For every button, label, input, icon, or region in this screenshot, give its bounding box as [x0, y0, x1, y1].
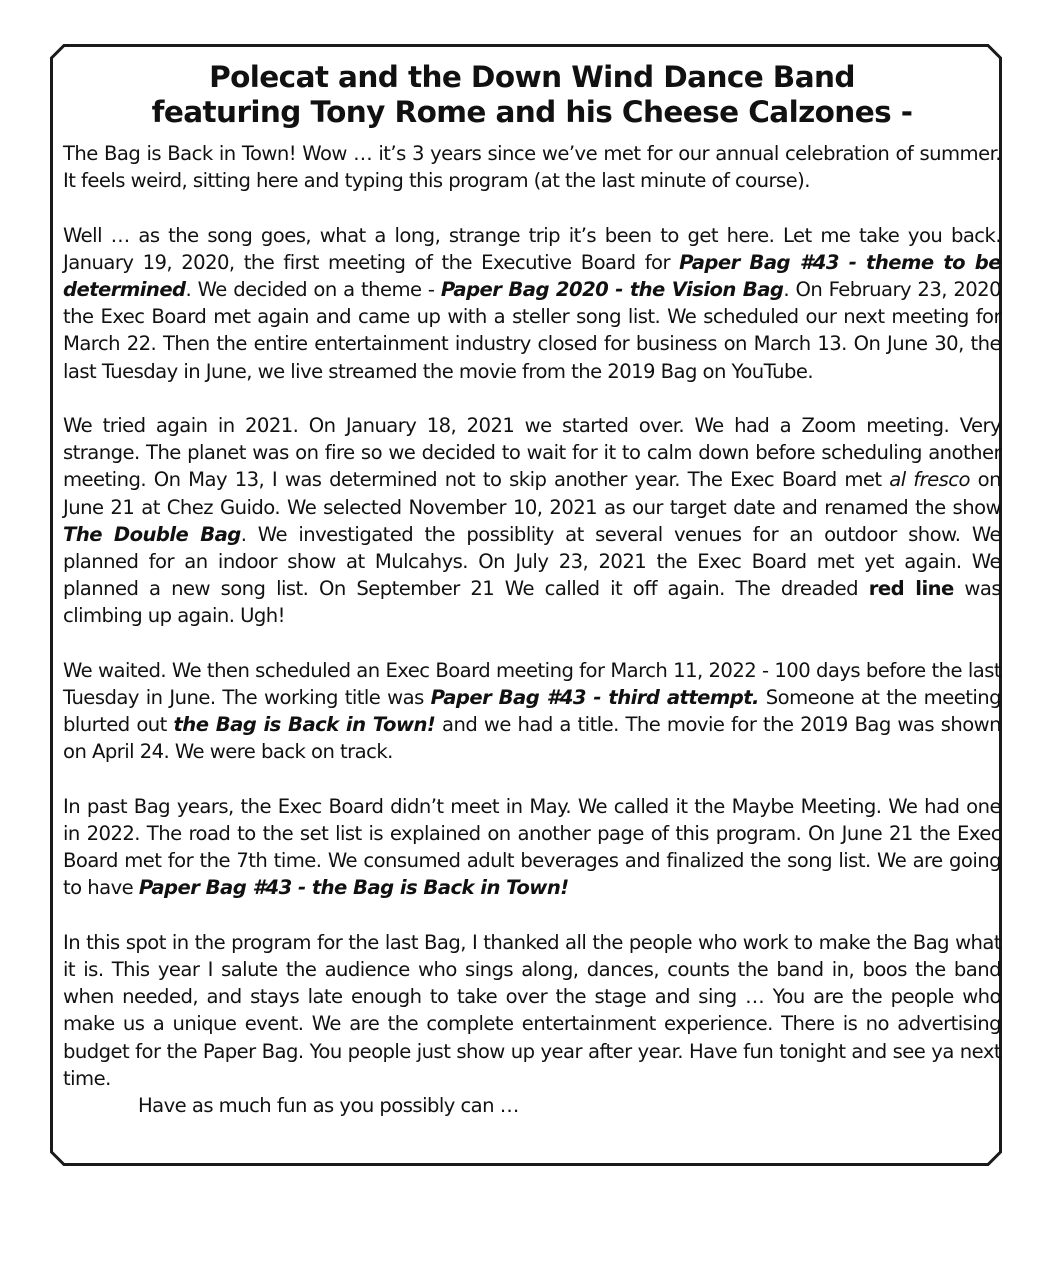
text-run: . We investigated the possiblity at several venues for an outdoor show. We planned for an indoor show at Mulcahys. On July 23, 2021 the Exec Board met yet again. We planned a new song list. On September 21 We called it off again. The dreaded [63, 522, 1001, 601]
signoff: Have as much fun as you possibly can … [138, 1094, 519, 1118]
text-run: Well … as the song goes, what a long, strange trip it’s been to get here. Let me take you back. January 19, 2020, the first meeting of the Executive Board for [63, 223, 1001, 274]
paragraph-thanks: In this spot in the program for the last Bag, I thanked all the people who work to make the Bag what it is. This year I salute the audience who sings along, dances, counts the band in, boos the band when needed, and stays late enough to take over the stage and sing … You are the people who make us a unique event. We are the complete entertainment experience. There is no advertising budget for the Paper Bag. You people just show up year after year. Have fun tonight and see ya next time. [63, 930, 1001, 1090]
paragraph-intro: The Bag is Back in Town! Wow … it’s 3 years since we’ve met for our annual celebration of summer. It feels weird, sitting here and typing this program (at the last minute of course). [63, 142, 1001, 193]
text-run: and we had a title. The movie for the 2019 Bag was shown on April 24. We were back on track. [63, 713, 1002, 764]
text-run: . On February 23, 2020 the Exec Board met again and came up with a steller song list. We scheduled our next meeting for March 22. Then the entire entertainment industry closed for business on March 13. On June 30, the last Tuesday in June, we live streamed the movie from the 2019 Bag on YouTube. [63, 278, 1001, 383]
emphasis-title: The Double Bag [63, 522, 241, 546]
text-run: We tried again in 2021. On January 18, 2021 we started over. We had a Zoom meeting. Very strange. The planet was on fire so we decided to wait for it to calm down before scheduling another meeting. On May 13, I was determined not to skip another year. The Exec Board met [63, 414, 1001, 492]
emphasis-title: the Bag is Back in Town! [173, 713, 436, 737]
emphasis-bold: red line [868, 577, 954, 601]
text-run: In past Bag years, the Exec Board didn’t meet in May. We called it the Maybe Meeting. We had one in 2022. The road to the set list is explained on another page of this program. On June 21 the Exec Board met for the 7th time. We consumed adult beverages and finalized the song list. We are going to have [63, 794, 1001, 900]
program-content [63, 60, 1001, 1119]
paragraph-maybe-meeting [63, 793, 1001, 902]
paragraph-2022 [63, 657, 1001, 766]
paragraph-2021 [63, 412, 1001, 630]
text-run: Someone at the meeting blurted out [63, 686, 1001, 737]
text-run: We waited. We then scheduled an Exec Board meeting for March 11, 2022 - 100 days before the last Tuesday in June. The working title was [63, 658, 1001, 710]
page-title [63, 60, 1001, 130]
emphasis-title: Paper Bag #43 - the Bag is Back in Town! [138, 876, 569, 900]
text-run: . We decided on a theme - [185, 278, 441, 301]
title-line-1: Polecat and the Down Wind Dance Band [209, 60, 855, 94]
emphasis-title: Paper Bag #43 - theme to be determined [63, 250, 1001, 301]
title-line-2: featuring Tony Rome and his Cheese Calzones - [151, 95, 913, 129]
text-run: on June 21 at Chez Guido. We selected November 10, 2021 as our target date and renamed the show [63, 468, 1001, 519]
text-run: was climbing up again. Ugh! [63, 577, 1001, 628]
emphasis-title: Paper Bag #43 - third attempt. [430, 686, 759, 710]
emphasis-title: Paper Bag 2020 - the Vision Bag [440, 278, 784, 301]
emphasis-italic: al fresco [889, 468, 970, 492]
paragraph-2020 [63, 222, 1001, 385]
